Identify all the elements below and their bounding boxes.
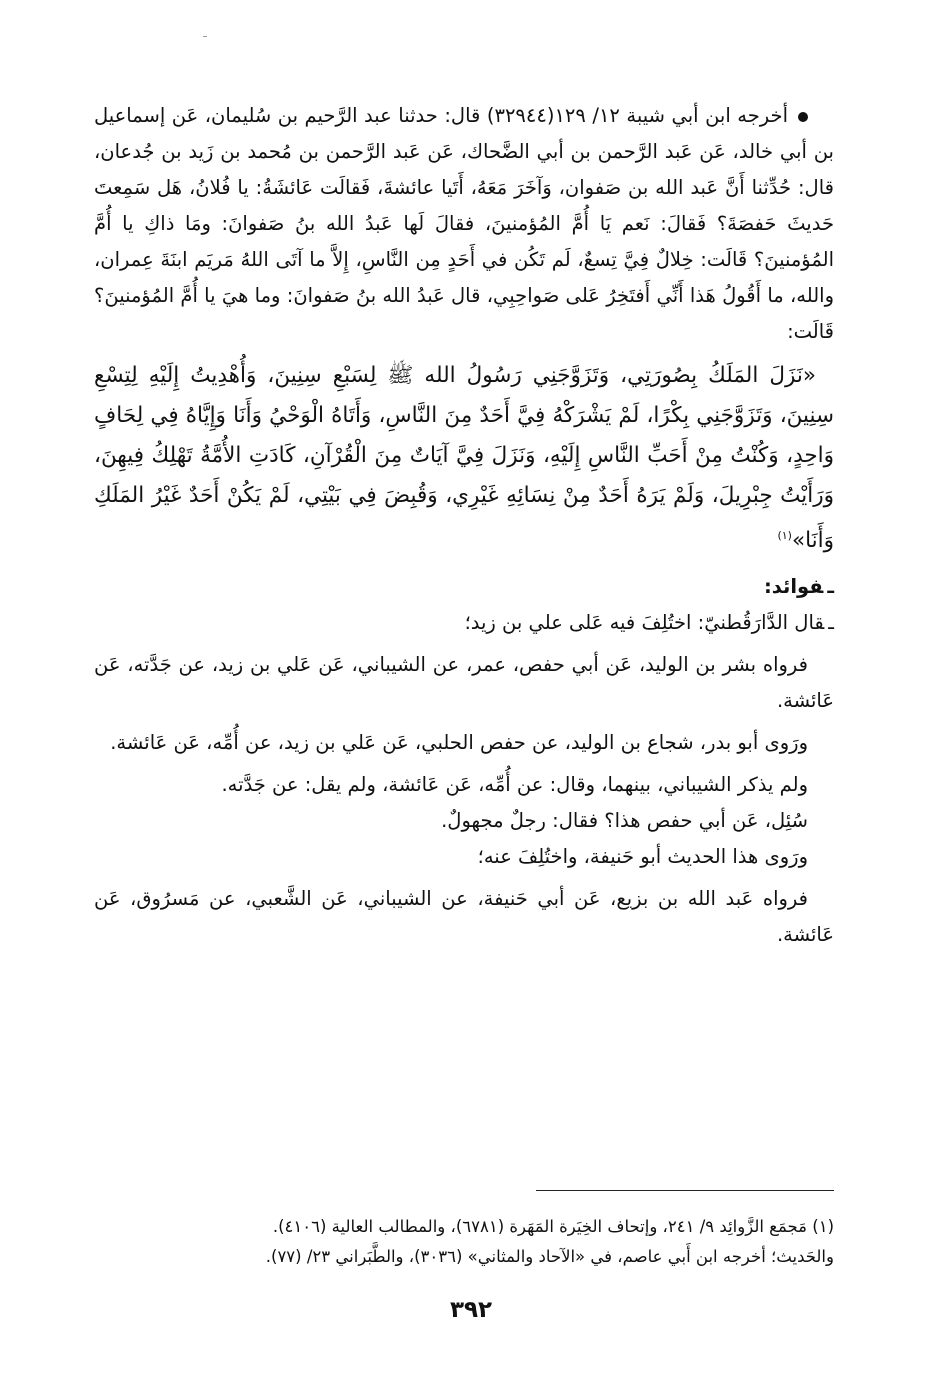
- item-dash: ـ: [828, 611, 834, 635]
- bullet-icon: [798, 112, 808, 122]
- footnote-divider: [536, 1190, 834, 1191]
- paragraph-majhul: سُئِل، عَن أبي حفص هذا؟ فقال: رجلٌ مجهولٌ.: [441, 809, 808, 833]
- hadith-quote: [94, 356, 834, 561]
- paragraph-isnad: [94, 98, 834, 350]
- footnote-reference: (١): [777, 529, 792, 542]
- main-text: [94, 98, 834, 953]
- paragraph-daraqutni-text: قال الدَّارَقُطنيّ: اختُلِفَ فيه عَلى علي بن زيد؛: [464, 611, 825, 635]
- hadith-quote-text: «نَزَلَ المَلَكُ بِصُورَتِي، وَتَزَوَّجَنِي رَسُولُ الله ﷺ لِسَبْعِ سِنِينَ، وَأُهْدِيتُ إِلَيْهِ لِتِسْعِ سِنِينَ، وَتَزَوَّجَنِي بِكْرًا، لَمْ يَشْرَكْهُ فِيَّ أَحَدٌ مِنَ النَّاسِ، وَأَتَاهُ الْوَحْيُ وَأَنَا وَإِيَّاهُ فِي لِحَافٍ وَاحِدٍ، وَكُنْتُ مِنْ أَحَبِّ النَّاسِ إِلَيْهِ، وَنَزَلَ فِيَّ آيَاتٌ مِنَ الْقُرْآنِ، كَادَتِ الأُمَّةُ تَهْلِكُ فِيهِنَ، وَرَأَيْتُ جِبْرِيلَ، وَلَمْ يَرَهُ أَحَدٌ مِنْ نِسَائِهِ غَيْرِي، وَقُبِضَ فِي بَيْتِي، لَمْ يَكُنْ أَحَدٌ غَيْرُ المَلَكِ وَأَنَا»: [94, 363, 834, 554]
- footnote-2: والحَديث؛ أخرجه ابن أَبي عاصم، في «الآحاد والمثاني» (٣٠٣٦)، والطَّبَراني ٢٣/ (٧٧).: [265, 1247, 834, 1266]
- section-heading-text: فوائد:: [763, 575, 824, 599]
- section-heading: [94, 569, 834, 605]
- heading-dash: ـ: [827, 575, 834, 599]
- page-number: ٣٩٢: [449, 1297, 493, 1323]
- paragraph-shaybani: ولم يذكر الشيباني، بينهما، وقال: عن أُمِّه، عَن عَائشة، ولم يقل: عن جَدَّته.: [221, 773, 808, 797]
- paragraph-bishr: فرواه بشر بن الوليد، عَن أبي حفص، عمر، عن الشيباني، عَن عَلي بن زيد، عن جَدَّته، عَن عَائشة.: [94, 653, 834, 713]
- paragraph-daraqutni: [94, 605, 834, 641]
- paragraph-abu-hanifa: ورَوى هذا الحديث أبو حَنيفة، واختُلِفَ عنه؛: [477, 845, 808, 869]
- footnotes: [94, 1212, 834, 1272]
- paragraph-abu-badr: ورَوى أبو بدر، شجاع بن الوليد، عن حفص الحلبي، عَن عَلي بن زيد، عن أُمِّه، عَن عَائشة.: [110, 731, 808, 755]
- footnote-1: (١) مَجمَع الزَّوائِد ٩/ ٢٤١، وإتحاف الخِيَرة المَهَرة (٦٧٨١)، والمطالب العالية (٤١٠٦).: [272, 1217, 834, 1236]
- scan-mark: [203, 36, 207, 37]
- paragraph-bazi: فرواه عَبد الله بن بزيع، عَن أبي حَنيفة، عن الشيباني، عَن الشَّعبي، عن مَسرُوق، عَن عَائشة.: [94, 887, 834, 947]
- paragraph-isnad-text: أخرجه ابن أبي شيبة ١٢/ ١٢٩(٣٢٩٤٤) قال: حدثنا عبد الرَّحيم بن سُليمان، عَن إسماعيل بن أبي خالد، عَن عَبد الرَّحمن بن أبي الضَّحاك، عَن عَبد الرَّحمن بن مُحمد بن زَيد بن جُدعان، قال: حُدِّثنا أَنَّ عَبد الله بن صَفوان، وَآخَرَ مَعَهُ، أَتَيا عائشةَ، فَقالَت عَائشَةُ: يا فُلانُ، هَل سَمِعتَ حَديثَ حَفصَةَ؟ فَقالَ: نَعم يَا أُمَّ المُؤمنينَ، فقالَ لَها عَبدُ الله بنُ صَفوانَ: ومَا ذاكِ يا أُمَّ المُؤمنينَ؟ قَالَت: خِلالٌ فِيَّ تِسعٌ، لَم تَكُن في أَحَدٍ مِن النَّاسِ، إِلاَّ ما آتَى اللهُ مَريَم ابنَةَ عِمران، والله، ما أَقُولُ هَذا أَنِّي أَفتَخِرُ عَلى صَواحِبِي، قال عَبدُ الله بنُ صَفوانَ: وما هيَ يا أُمَّ المُؤمنينَ؟ قَالَت:: [94, 104, 834, 343]
